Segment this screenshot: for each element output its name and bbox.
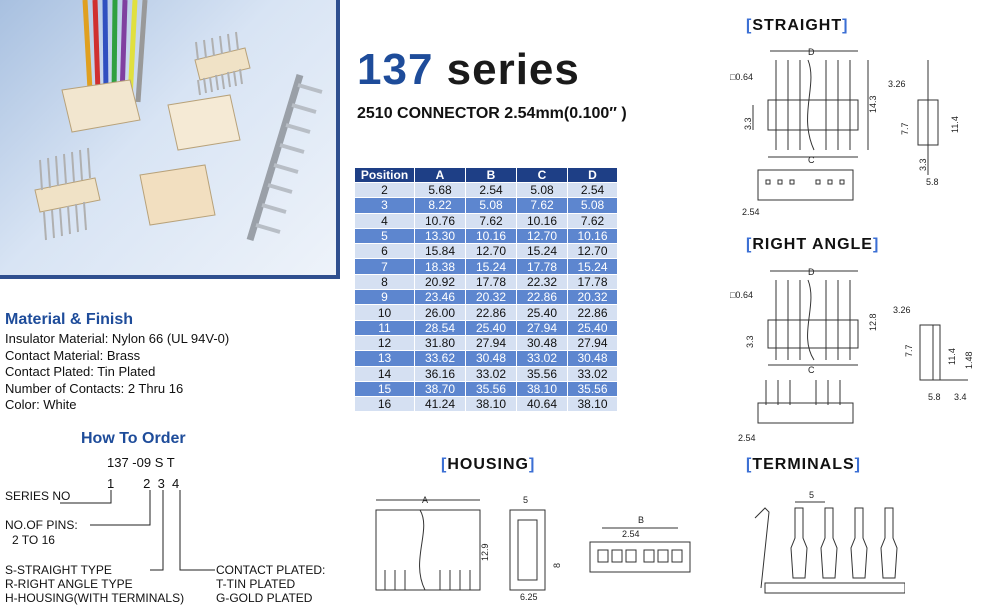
order-index: 1 2 3 4 bbox=[107, 476, 180, 491]
table-cell: 5.68 bbox=[415, 183, 466, 198]
table-cell: 3 bbox=[355, 198, 415, 213]
table-cell: 5.08 bbox=[466, 198, 517, 213]
right-angle-drawing bbox=[728, 265, 998, 445]
dim-3-3b: 3.3 bbox=[918, 158, 928, 171]
table-cell: 10.16 bbox=[466, 228, 517, 243]
dim-c: C bbox=[808, 155, 815, 165]
table-row bbox=[355, 213, 618, 228]
order-code: 137 -09 S T bbox=[107, 455, 175, 470]
label-tin: T-TIN PLATED bbox=[216, 577, 296, 591]
table-row bbox=[355, 381, 618, 396]
table-cell: 5 bbox=[355, 228, 415, 243]
connector-photo-illustration bbox=[0, 0, 340, 275]
dim-7-7: 7.7 bbox=[900, 122, 910, 135]
table-cell: 22.32 bbox=[517, 274, 568, 289]
label-type-s: S-STRAIGHT TYPE bbox=[5, 563, 112, 577]
order-heading: How To Order bbox=[81, 430, 186, 447]
table-row bbox=[355, 228, 618, 243]
table-cell: 33.62 bbox=[415, 351, 466, 366]
table-cell: 33.02 bbox=[466, 366, 517, 381]
table-cell: 40.64 bbox=[517, 397, 568, 412]
dim-3-3: 3.3 bbox=[743, 117, 753, 130]
dim-sq: □0.64 bbox=[730, 72, 753, 82]
table-cell: 26.00 bbox=[415, 305, 466, 320]
table-row bbox=[355, 366, 618, 381]
table-row bbox=[355, 351, 618, 366]
terminal-strip-photo bbox=[250, 75, 322, 240]
table-cell: 15.24 bbox=[466, 259, 517, 274]
header-b: B bbox=[466, 168, 517, 183]
label-type-h: H-HOUSING(WITH TERMINALS) bbox=[5, 591, 185, 605]
table-cell: 23.46 bbox=[415, 290, 466, 305]
table-cell: 30.48 bbox=[568, 351, 618, 366]
material-list bbox=[5, 331, 229, 414]
table-cell: 6 bbox=[355, 244, 415, 259]
table-cell: 15.24 bbox=[517, 244, 568, 259]
dim-d: D bbox=[808, 267, 815, 277]
dim-b: B bbox=[638, 515, 645, 525]
heading-straight: [STRAIGHT] bbox=[746, 17, 849, 34]
table-cell: 10.16 bbox=[568, 228, 618, 243]
table-cell: 33.02 bbox=[517, 351, 568, 366]
table-cell: 35.56 bbox=[517, 366, 568, 381]
table-row bbox=[355, 198, 618, 213]
table-cell: 27.94 bbox=[466, 335, 517, 350]
table-cell: 15.84 bbox=[415, 244, 466, 259]
dim-c: C bbox=[808, 365, 815, 375]
material-line: Contact Plated: Tin Plated bbox=[5, 364, 156, 380]
table-cell: 17.78 bbox=[466, 274, 517, 289]
dim-sq: □0.64 bbox=[730, 290, 753, 300]
header-position: Position bbox=[355, 168, 415, 183]
table-cell: 18.38 bbox=[415, 259, 466, 274]
table-cell: 22.86 bbox=[466, 305, 517, 320]
table-cell: 17.78 bbox=[568, 274, 618, 289]
label-no-pins: NO.OF PINS: bbox=[5, 518, 78, 532]
table-cell: 7 bbox=[355, 259, 415, 274]
table-cell: 9 bbox=[355, 290, 415, 305]
dim-14-3: 14.3 bbox=[868, 95, 878, 113]
table-cell: 13 bbox=[355, 351, 415, 366]
dim-8: 8 bbox=[552, 562, 562, 568]
heading-housing: [HOUSING] bbox=[441, 456, 536, 473]
table-cell: 8 bbox=[355, 274, 415, 289]
straight-drawing bbox=[728, 45, 998, 220]
table-cell: 38.10 bbox=[568, 397, 618, 412]
dim-5-8: 5.8 bbox=[928, 392, 941, 402]
table-cell: 14 bbox=[355, 366, 415, 381]
dim-a: A bbox=[422, 495, 429, 505]
table-cell: 11 bbox=[355, 320, 415, 335]
table-cell: 20.92 bbox=[415, 274, 466, 289]
housing-photo-3 bbox=[140, 165, 215, 225]
table-cell: 15.24 bbox=[568, 259, 618, 274]
dim-3-4: 3.4 bbox=[954, 392, 967, 402]
table-cell: 38.70 bbox=[415, 381, 466, 396]
dim-11-4: 11.4 bbox=[950, 116, 960, 133]
housing-photo-1 bbox=[62, 80, 140, 132]
heading-terminals: [TERMINALS] bbox=[746, 456, 861, 473]
header-a: A bbox=[415, 168, 466, 183]
table-header-row bbox=[355, 168, 618, 183]
table-cell: 7.62 bbox=[466, 213, 517, 228]
header-c: C bbox=[517, 168, 568, 183]
table-cell: 38.10 bbox=[466, 397, 517, 412]
dim-d: D bbox=[808, 47, 815, 57]
table-cell: 15 bbox=[355, 381, 415, 396]
table-cell: 22.86 bbox=[568, 305, 618, 320]
series-word: series bbox=[433, 45, 580, 94]
table-cell: 36.16 bbox=[415, 366, 466, 381]
dim-5-8: 5.8 bbox=[926, 177, 939, 187]
table-cell: 2.54 bbox=[568, 183, 618, 198]
table-cell: 25.40 bbox=[466, 320, 517, 335]
dim-3-3: 3.3 bbox=[745, 335, 755, 348]
table-cell: 5.08 bbox=[517, 183, 568, 198]
photo-border bbox=[336, 0, 340, 275]
table-cell: 33.02 bbox=[568, 366, 618, 381]
table-cell: 10 bbox=[355, 305, 415, 320]
material-line: Insulator Material: Nylon 66 (UL 94V-0) bbox=[5, 331, 230, 346]
dim-3-26: 3.26 bbox=[888, 79, 906, 89]
dim-7-7: 7.7 bbox=[904, 344, 914, 357]
table-cell: 8.22 bbox=[415, 198, 466, 213]
table-cell: 27.94 bbox=[568, 335, 618, 350]
series-title bbox=[357, 45, 580, 94]
label-pins-range: 2 TO 16 bbox=[12, 533, 55, 547]
dim-5: 5 bbox=[523, 495, 529, 505]
table-cell: 5.08 bbox=[568, 198, 618, 213]
heading-right-angle: [RIGHT ANGLE] bbox=[746, 236, 880, 253]
table-cell: 35.56 bbox=[466, 381, 517, 396]
dimension-table bbox=[354, 167, 618, 412]
housing-drawing bbox=[370, 490, 720, 602]
table-cell: 35.56 bbox=[568, 381, 618, 396]
material-line: Number of Contacts: 2 Thru 16 bbox=[5, 380, 184, 396]
table-cell: 31.80 bbox=[415, 335, 466, 350]
table-cell: 10.16 bbox=[517, 213, 568, 228]
dim-6-25: 6.25 bbox=[520, 592, 538, 602]
dim-pitch: 2.54 bbox=[738, 433, 756, 443]
dim-12-9: 12.9 bbox=[480, 543, 490, 561]
label-gold: G-GOLD PLATED bbox=[216, 591, 313, 605]
dim-pitch: 2.54 bbox=[742, 207, 760, 217]
table-cell: 28.54 bbox=[415, 320, 466, 335]
table-row bbox=[355, 183, 618, 198]
dim-11-4: 11.4 bbox=[947, 348, 957, 365]
product-photo bbox=[0, 0, 340, 275]
table-row bbox=[355, 320, 618, 335]
table-cell: 41.24 bbox=[415, 397, 466, 412]
series-number: 137 bbox=[357, 45, 434, 94]
table-row bbox=[355, 274, 618, 289]
dim-1-48: 1.48 bbox=[964, 351, 974, 369]
table-row bbox=[355, 244, 618, 259]
table-cell: 30.48 bbox=[517, 335, 568, 350]
table-cell: 2.54 bbox=[466, 183, 517, 198]
table-cell: 20.32 bbox=[466, 290, 517, 305]
label-plated: CONTACT PLATED: bbox=[216, 563, 326, 577]
housing-photo-2 bbox=[168, 95, 240, 150]
dim-12-8: 12.8 bbox=[868, 313, 878, 331]
material-line: Contact Material: Brass bbox=[5, 347, 141, 363]
terminals-drawing bbox=[745, 488, 905, 603]
table-cell: 22.86 bbox=[517, 290, 568, 305]
table-cell: 25.40 bbox=[517, 305, 568, 320]
material-heading: Material & Finish bbox=[5, 311, 134, 328]
table-cell: 7.62 bbox=[517, 198, 568, 213]
dim-pitch: 2.54 bbox=[622, 529, 640, 539]
table-cell: 2 bbox=[355, 183, 415, 198]
photo-shadow bbox=[0, 275, 340, 279]
table-cell: 17.78 bbox=[517, 259, 568, 274]
table-row bbox=[355, 259, 618, 274]
table-cell: 30.48 bbox=[466, 351, 517, 366]
table-cell: 12.70 bbox=[466, 244, 517, 259]
table-cell: 27.94 bbox=[517, 320, 568, 335]
dim-5: 5 bbox=[809, 490, 815, 500]
table-cell: 4 bbox=[355, 213, 415, 228]
table-cell: 12 bbox=[355, 335, 415, 350]
table-cell: 20.32 bbox=[568, 290, 618, 305]
table-row bbox=[355, 290, 618, 305]
table-cell: 12.70 bbox=[517, 228, 568, 243]
connector-subtitle: 2510 CONNECTOR 2.54mm(0.100″ ) bbox=[357, 105, 627, 122]
table-cell: 10.76 bbox=[415, 213, 466, 228]
table-body bbox=[355, 183, 618, 412]
table-cell: 25.40 bbox=[568, 320, 618, 335]
label-series-no: SERIES NO bbox=[5, 489, 71, 503]
table-row bbox=[355, 335, 618, 350]
table-cell: 16 bbox=[355, 397, 415, 412]
table-row bbox=[355, 397, 618, 412]
label-type-r: R-RIGHT ANGLE TYPE bbox=[5, 577, 133, 591]
table-row bbox=[355, 305, 618, 320]
dim-3-26: 3.26 bbox=[893, 305, 911, 315]
table-cell: 38.10 bbox=[517, 381, 568, 396]
table-cell: 12.70 bbox=[568, 244, 618, 259]
material-line: Color: White bbox=[5, 397, 77, 413]
table-cell: 13.30 bbox=[415, 228, 466, 243]
header-d: D bbox=[568, 168, 618, 183]
table-cell: 7.62 bbox=[568, 213, 618, 228]
